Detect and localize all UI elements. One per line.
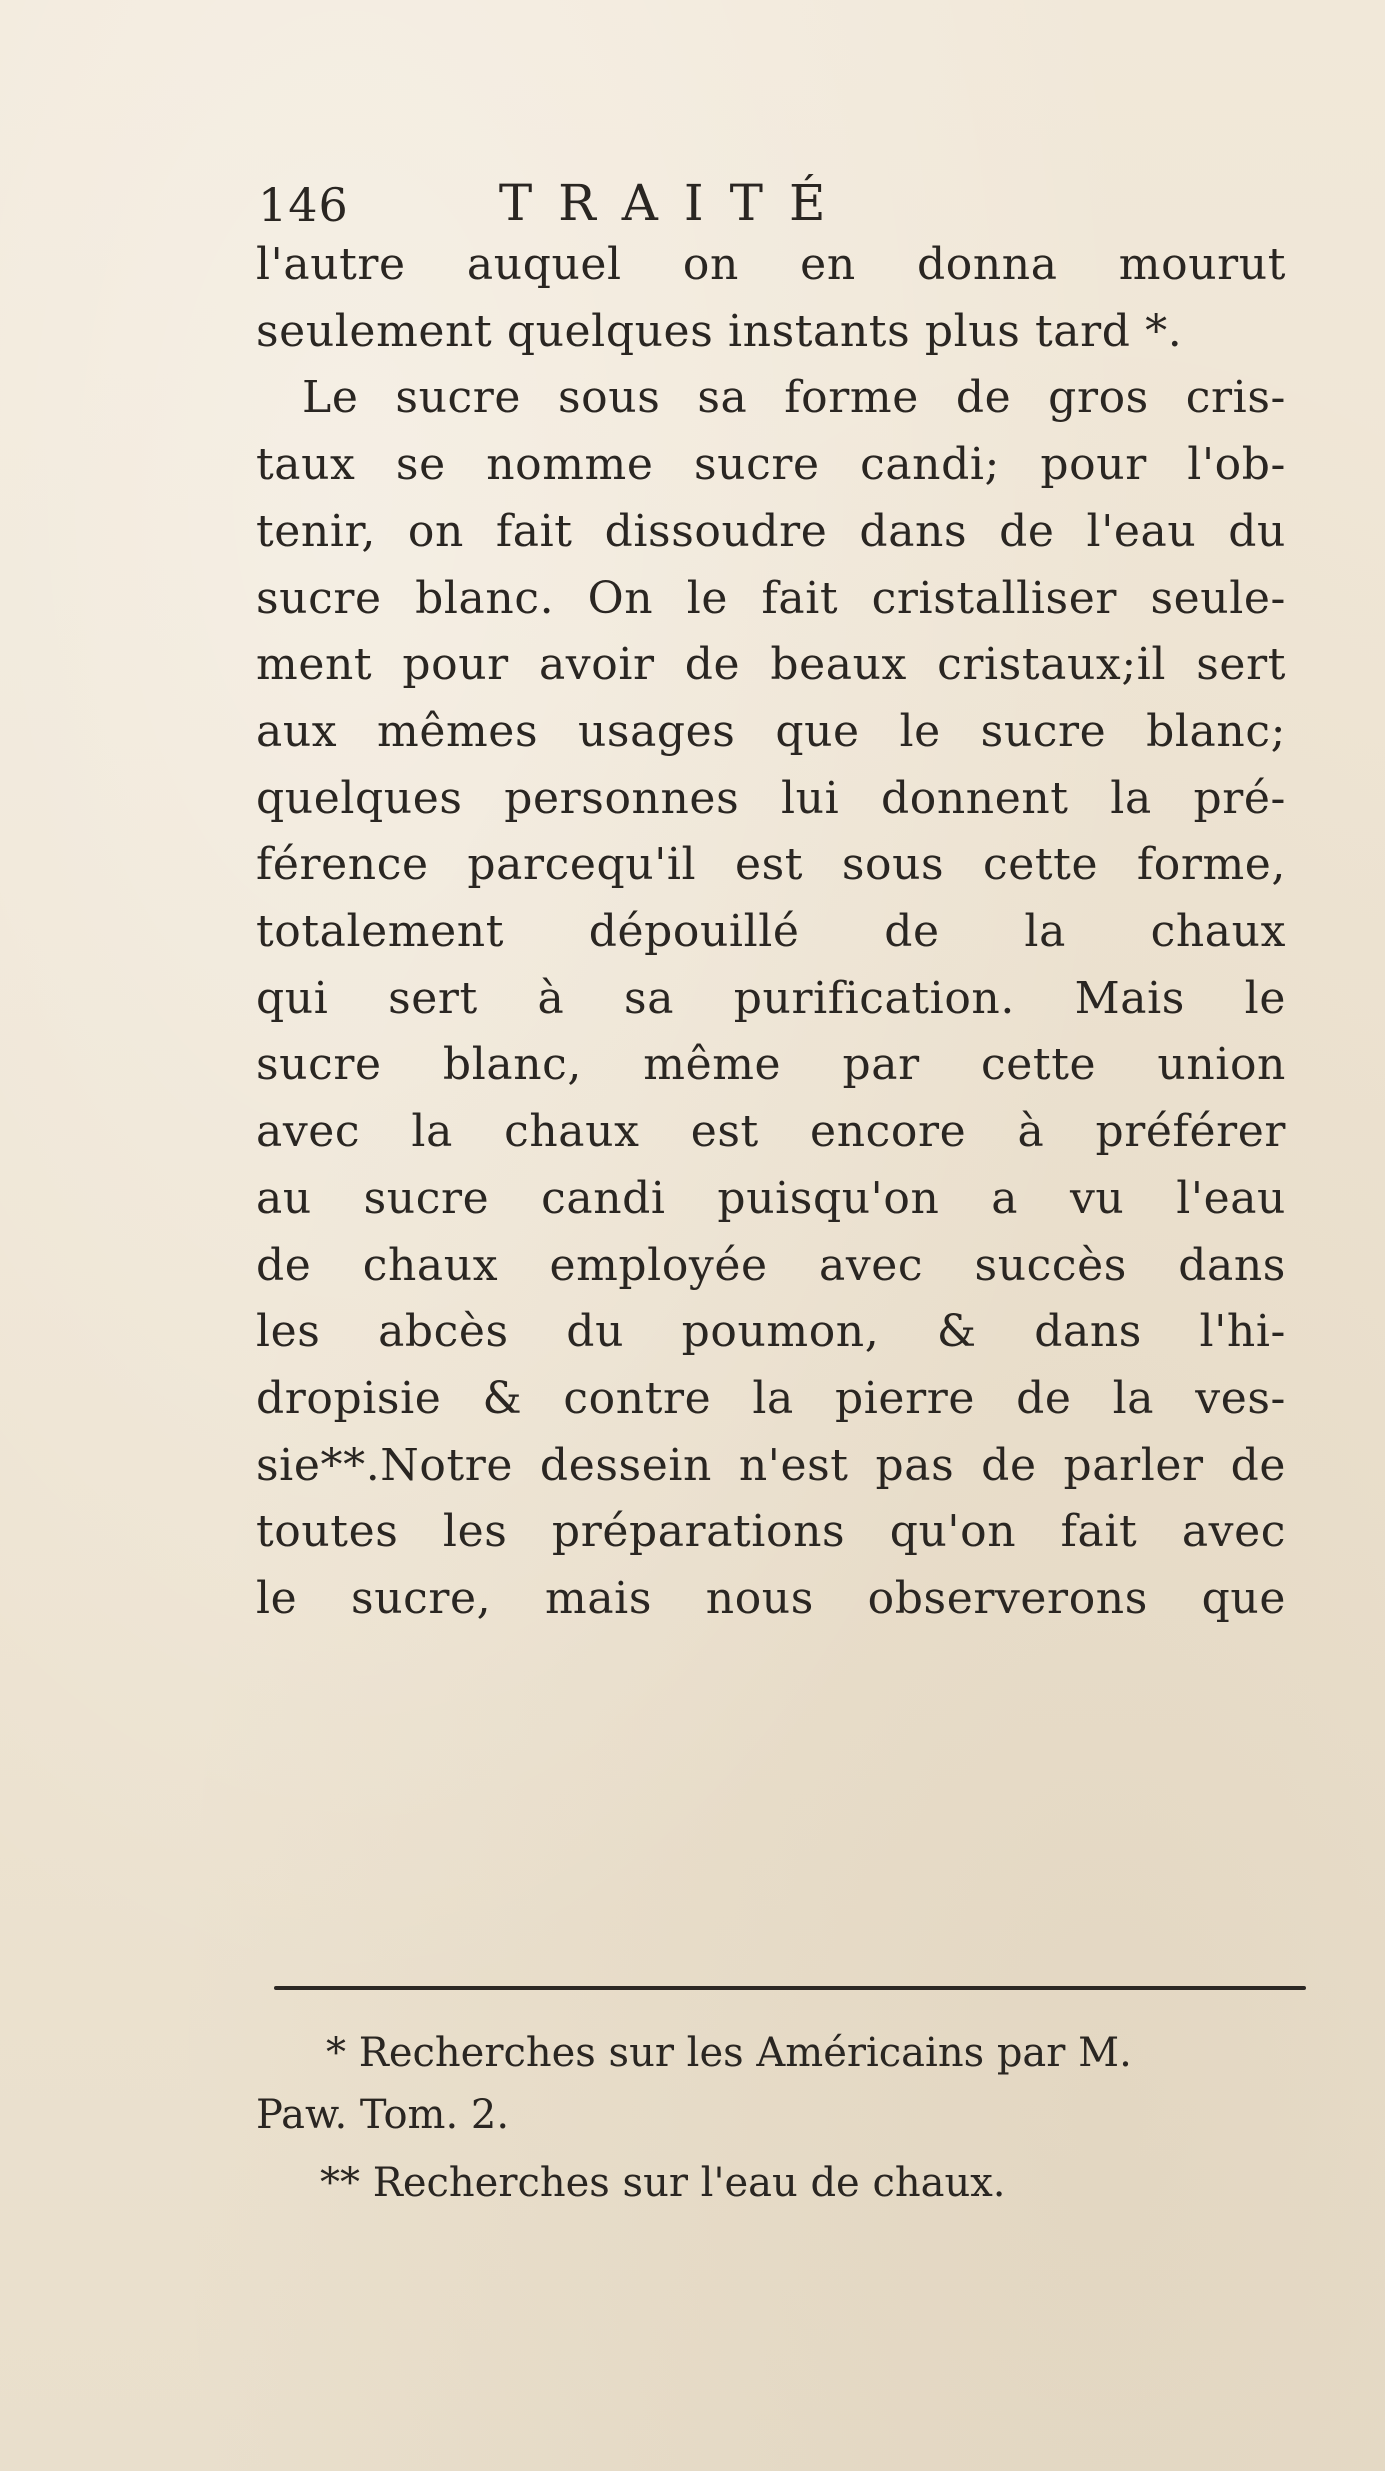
footnotes [256,2022,1296,2214]
page-number: 146 [258,178,349,232]
body-line: toutes les préparations qu'on fait avec [256,1506,1286,1558]
footnote-line: Paw. Tom. 2. [256,2092,510,2138]
body-line: au sucre candi puisqu'on a vu l'eau [256,1172,1286,1224]
footnote-line: * Recherches sur les Américains par M. [326,2030,1132,2076]
body-line: dropisie & contre la pierre de la ves- [256,1372,1286,1424]
footnote-line: ** Recherches sur l'eau de chaux. [320,2160,1006,2206]
body-line: seulement quelques instants plus tard *. [256,305,1183,357]
body-line: de chaux employée avec succès dans [256,1239,1286,1291]
body-line: tenir, on fait dissoudre dans de l'eau du [256,505,1286,557]
body-text [256,232,1286,1633]
body-line: avec la chaux est encore à préférer [256,1106,1286,1158]
body-line: l'autre auquel on en donna mourut [256,239,1286,290]
body-line: taux se nomme sucre candi; pour l'ob- [256,439,1286,491]
body-line: qui sert à sa purification. Mais le [256,972,1286,1024]
body-line: le sucre, mais nous observerons que [256,1573,1286,1625]
body-line: sie**.Notre dessein n'est pas de parler de [256,1439,1286,1491]
body-line: férence parcequ'il est sous cette forme, [256,839,1286,891]
body-line: sucre blanc, même par cette union [256,1039,1286,1091]
body-line: Le sucre sous sa forme de gros cris- [302,372,1286,424]
body-line: sucre blanc. On le fait cristalliser seule- [256,572,1286,624]
body-line: aux mêmes usages que le sucre blanc; [256,705,1286,757]
footnote-rule [274,1986,1306,1990]
body-line: ment pour avoir de beaux cristaux;il sert [256,639,1286,691]
body-line: les abcès du poumon, & dans l'hi- [256,1306,1286,1358]
body-line: quelques personnes lui donnent la pré- [256,772,1286,824]
body-line: totalement dépouillé de la chaux [256,906,1286,958]
running-title: TRAITÉ [498,174,852,232]
page-header [258,152,1158,232]
